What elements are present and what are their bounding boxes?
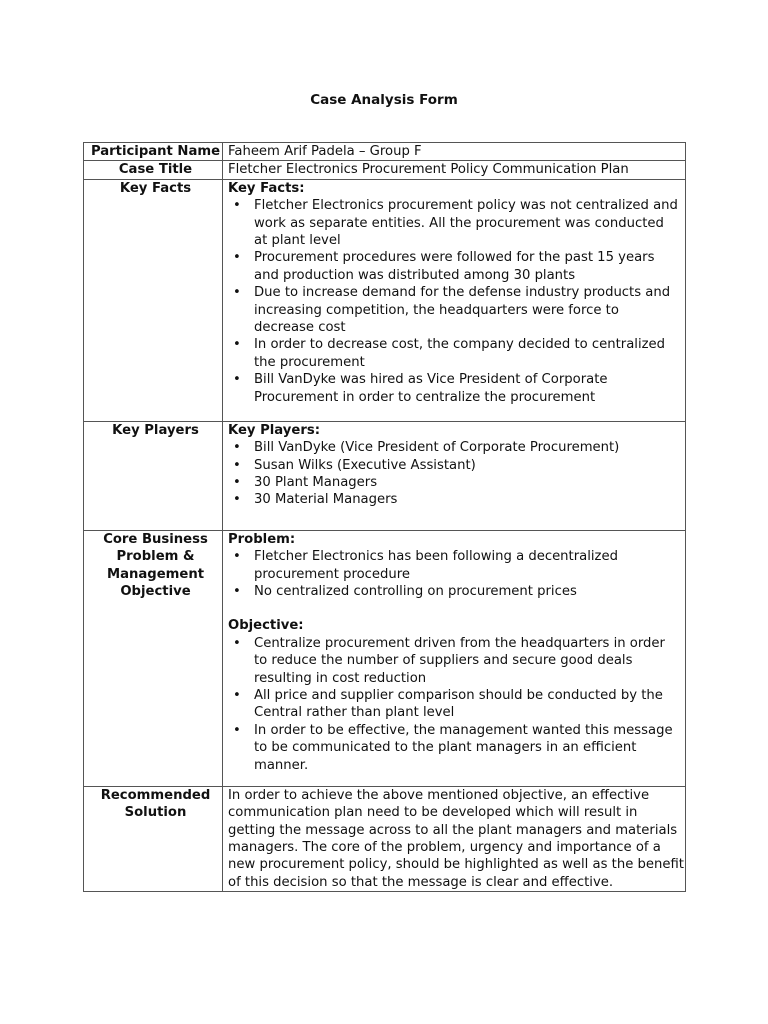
core-label: Core Business Problem & Management Objective <box>84 530 223 786</box>
form-title: Case Analysis Form <box>310 92 458 108</box>
key-players-list <box>228 439 685 509</box>
core-row <box>84 530 686 786</box>
list-item: • Bill VanDyke was hired as Vice President of Corporate Procurement in order to centralize the procurement <box>228 371 685 406</box>
list-item: • Procurement procedures were followed for the past 15 years and production was distributed among 30 plants <box>228 249 685 284</box>
key-facts-label: Key Facts <box>84 179 223 421</box>
list-item: • No centralized controlling on procurement prices <box>228 583 685 600</box>
list-item: • 30 Plant Managers <box>228 474 685 491</box>
key-players-cell <box>223 421 686 530</box>
list-item: • Bill VanDyke (Vice President of Corporate Procurement) <box>228 439 685 456</box>
case-analysis-table <box>83 142 686 892</box>
problem-heading: Problem: <box>228 531 296 547</box>
solution-label: Recommended Solution <box>84 786 223 891</box>
list-item: • In order to be effective, the management wanted this message to be communicated to the plant managers in an efficient manner. <box>228 722 685 774</box>
key-players-row <box>84 421 686 530</box>
list-item: • In order to decrease cost, the company decided to centralized the procurement <box>228 336 685 371</box>
participant-row <box>84 143 686 161</box>
core-cell <box>223 530 686 786</box>
key-players-label: Key Players <box>84 421 223 530</box>
list-item: • Due to increase demand for the defense industry products and increasing competition, the headquarters were force to decrease cost <box>228 284 685 336</box>
participant-value: Faheem Arif Padela – Group F <box>223 143 686 161</box>
case-title-value: Fletcher Electronics Procurement Policy Communication Plan <box>223 161 686 179</box>
list-item: • Fletcher Electronics has been following a decentralized procurement procedure <box>228 548 685 583</box>
list-item: • Fletcher Electronics procurement policy was not centralized and work as separate entities. All the procurement was conducted at plant level <box>228 197 685 249</box>
key-facts-heading: Key Facts: <box>228 180 305 196</box>
case-title-label: Case Title <box>84 161 223 179</box>
case-title-row <box>84 161 686 179</box>
key-facts-row <box>84 179 686 421</box>
key-facts-cell <box>223 179 686 421</box>
problem-list <box>228 548 685 600</box>
objective-list <box>228 635 685 774</box>
solution-text: In order to achieve the above mentioned objective, an effective communication plan need to be developed which will result in getting the message across to all the plant managers and materials managers. The core of the problem, urgency and importance of a new procurement policy, should be highlighted as well as the benefit of this decision so that the message is clear and effective. <box>223 786 686 891</box>
objective-heading: Objective: <box>228 618 304 634</box>
list-item: • All price and supplier comparison should be conducted by the Central rather than plant level <box>228 687 685 722</box>
solution-row <box>84 786 686 891</box>
key-players-heading: Key Players: <box>228 422 320 438</box>
list-item: • 30 Material Managers <box>228 491 685 508</box>
list-item: • Susan Wilks (Executive Assistant) <box>228 457 685 474</box>
participant-label: Participant Name <box>84 143 223 161</box>
list-item: • Centralize procurement driven from the headquarters in order to reduce the number of suppliers and secure good deals resulting in cost reduction <box>228 635 685 687</box>
key-facts-list <box>228 197 685 406</box>
